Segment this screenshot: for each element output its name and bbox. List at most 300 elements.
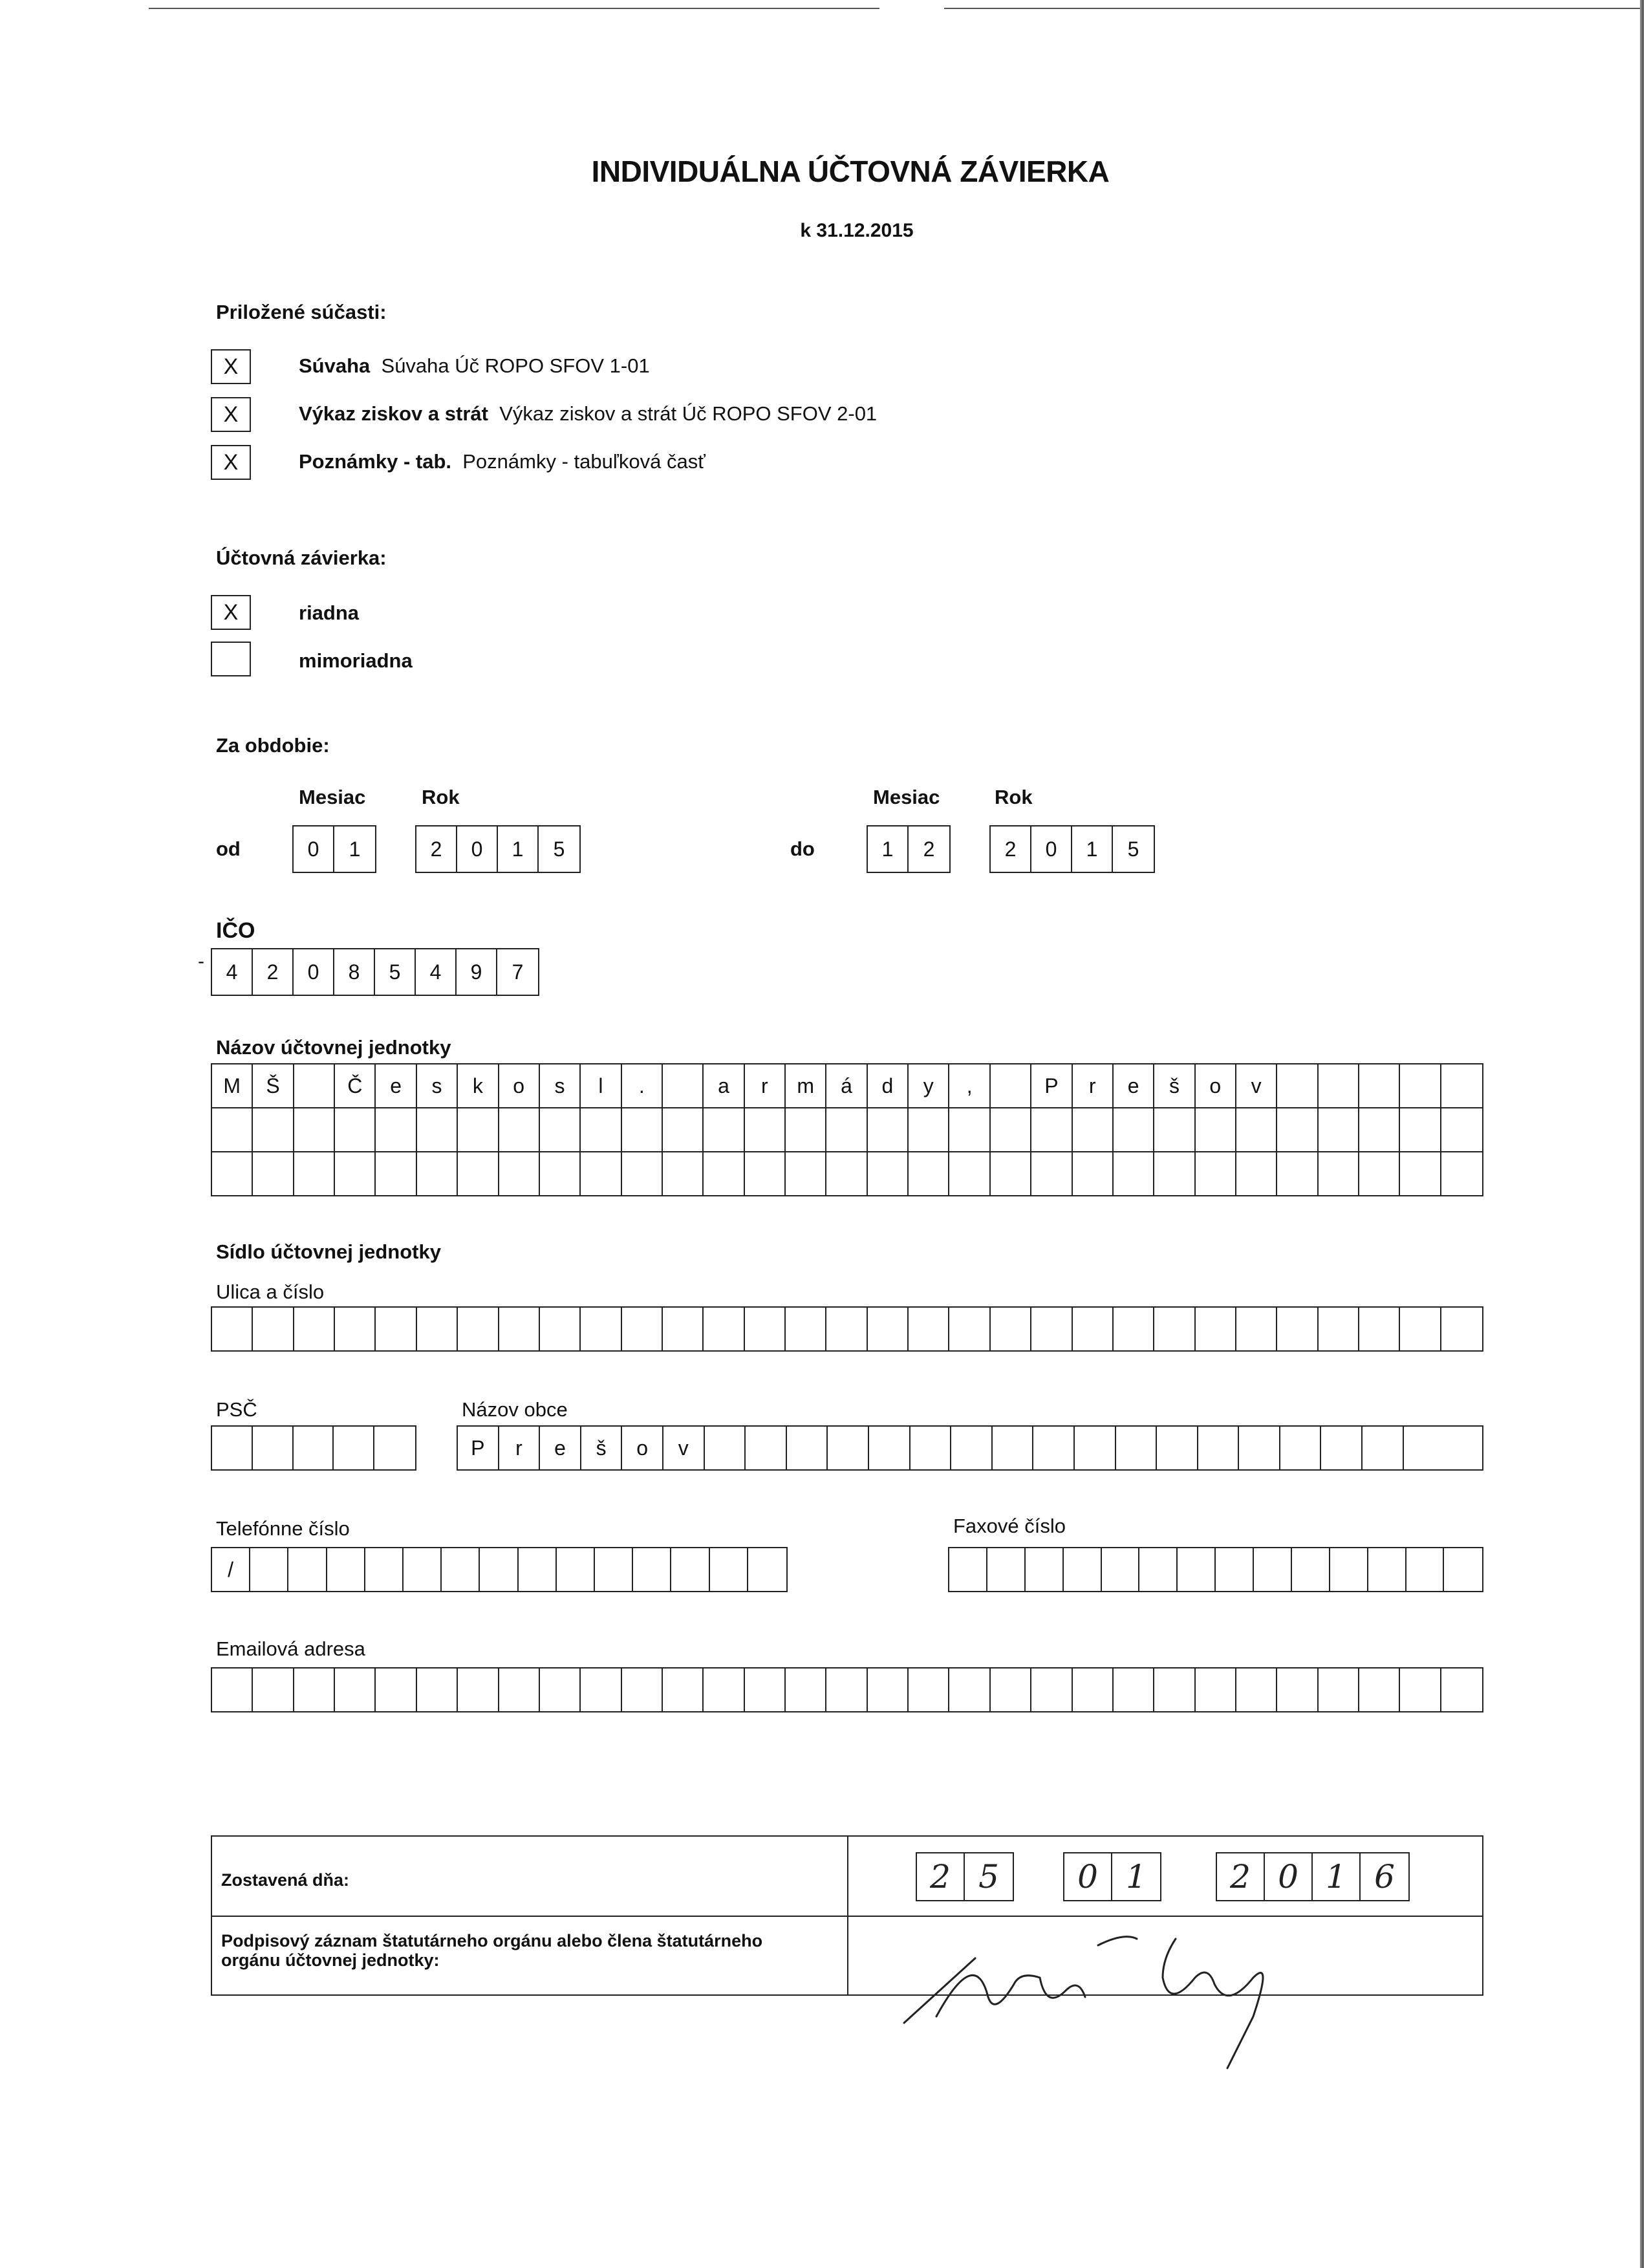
char-cell	[1236, 1152, 1277, 1195]
digit-cell: 0	[294, 826, 334, 872]
char-cell	[1239, 1427, 1280, 1469]
char-cell	[374, 1427, 415, 1469]
char-cell	[991, 1108, 1031, 1151]
grid-row	[212, 1064, 1482, 1108]
char-cell	[1075, 1427, 1116, 1469]
char-cell	[557, 1548, 595, 1591]
from-month-box[interactable]	[292, 825, 376, 873]
char-cell	[1236, 1108, 1277, 1151]
char-cell	[1073, 1669, 1114, 1711]
hand-digit: 2	[1217, 1853, 1265, 1900]
from-month-label: Mesiac	[299, 786, 366, 808]
char-cell	[1441, 1669, 1482, 1711]
char-cell	[442, 1548, 480, 1591]
hand-digit: 5	[978, 1858, 999, 1895]
char-cell	[335, 1152, 376, 1195]
char-cell	[499, 1308, 540, 1350]
char-cell	[1404, 1427, 1445, 1469]
char-cell	[1157, 1427, 1198, 1469]
char-cell: s	[540, 1064, 581, 1107]
closing-label: riadna	[299, 601, 360, 624]
char-cell	[745, 1669, 786, 1711]
char-cell: /	[212, 1548, 250, 1591]
char-cell	[826, 1308, 867, 1350]
char-cell	[334, 1427, 374, 1469]
char-cell	[826, 1108, 867, 1151]
ico-box[interactable]	[211, 948, 539, 996]
char-cell	[1073, 1108, 1114, 1151]
signature-table	[211, 1835, 1483, 1996]
closing-label: mimoriadna	[299, 649, 413, 672]
char-cell	[1441, 1152, 1482, 1195]
char-cell	[710, 1548, 748, 1591]
char-cell	[376, 1308, 416, 1350]
scan-line	[944, 8, 1643, 9]
char-cell: k	[458, 1064, 499, 1107]
char-cell	[1280, 1427, 1322, 1469]
char-cell	[1400, 1669, 1441, 1711]
char-cell	[991, 1152, 1031, 1195]
char-cell	[909, 1152, 949, 1195]
digit-cell: 9	[457, 949, 497, 995]
char-cell: v	[663, 1427, 705, 1469]
digit-cell: 7	[512, 960, 524, 984]
char-cell	[705, 1427, 746, 1469]
char-cell	[1363, 1427, 1404, 1469]
from-year-label: Rok	[422, 786, 460, 808]
char-cell	[949, 1108, 990, 1151]
digit-cell: 2	[991, 826, 1031, 872]
char-cell	[991, 1669, 1031, 1711]
address-heading: Sídlo účtovnej jednotky	[216, 1240, 441, 1263]
char-cell	[949, 1152, 990, 1195]
char-cell	[1441, 1308, 1482, 1350]
compiled-year-box[interactable]	[1216, 1852, 1410, 1901]
char-cell	[786, 1152, 826, 1195]
city-grid[interactable]	[457, 1425, 1483, 1471]
char-cell	[663, 1108, 704, 1151]
entity-name-label: Názov účtovnej jednotky	[216, 1036, 451, 1059]
char-cell: r	[745, 1064, 786, 1107]
char-cell	[949, 1669, 990, 1711]
digit-cell: 1	[498, 826, 539, 872]
char-cell	[1116, 1427, 1158, 1469]
char-cell	[288, 1548, 327, 1591]
char-cell	[1406, 1548, 1445, 1591]
char-cell	[294, 1669, 335, 1711]
compiled-day-box[interactable]	[916, 1852, 1014, 1901]
compiled-label: Zostavená dňa:	[221, 1870, 350, 1890]
char-cell	[376, 1669, 416, 1711]
char-cell	[663, 1669, 704, 1711]
char-cell	[212, 1669, 253, 1711]
char-cell	[1196, 1308, 1236, 1350]
char-cell	[786, 1669, 826, 1711]
char-cell	[949, 1548, 987, 1591]
char-cell	[480, 1548, 518, 1591]
digit-cell: 2	[253, 949, 294, 995]
char-cell	[1277, 1669, 1318, 1711]
char-cell	[327, 1548, 365, 1591]
closing-heading: Účtovná závierka:	[216, 546, 387, 569]
closing-row	[211, 595, 251, 630]
char-cell: ,	[949, 1064, 990, 1107]
char-cell	[1154, 1152, 1195, 1195]
char-cell	[704, 1669, 744, 1711]
char-cell	[499, 1108, 540, 1151]
char-cell	[458, 1308, 499, 1350]
attachment-label: Poznámky - tab.	[299, 450, 451, 473]
digit-cell: 8	[334, 949, 375, 995]
char-cell	[458, 1152, 499, 1195]
char-cell	[868, 1152, 909, 1195]
char-cell	[1196, 1152, 1236, 1195]
email-label: Emailová adresa	[216, 1637, 365, 1660]
char-cell	[581, 1108, 621, 1151]
to-month-label: Mesiac	[873, 786, 940, 808]
digit-cell: 0	[294, 949, 334, 995]
char-cell: a	[704, 1064, 744, 1107]
digit-cell: 5	[553, 837, 565, 861]
phone-grid[interactable]	[211, 1547, 788, 1592]
char-cell	[519, 1548, 557, 1591]
char-cell	[1114, 1308, 1154, 1350]
attachment-label: Súvaha	[299, 354, 371, 377]
from-year-box[interactable]	[415, 825, 581, 873]
char-cell	[540, 1308, 581, 1350]
char-cell	[250, 1548, 288, 1591]
from-label: od	[216, 837, 241, 860]
psc-label: PSČ	[216, 1398, 257, 1421]
char-cell	[1198, 1427, 1240, 1469]
grid-row	[212, 1152, 1482, 1195]
char-cell	[417, 1669, 458, 1711]
hand-digit: 6	[1374, 1858, 1395, 1895]
char-cell	[212, 1152, 253, 1195]
char-cell	[1444, 1548, 1482, 1591]
char-cell: š	[581, 1427, 623, 1469]
char-cell	[1114, 1108, 1154, 1151]
char-cell: .	[622, 1064, 663, 1107]
to-month-box[interactable]	[867, 825, 951, 873]
char-cell	[335, 1108, 376, 1151]
char-cell	[1154, 1669, 1195, 1711]
char-cell	[417, 1308, 458, 1350]
char-cell: r	[1073, 1064, 1114, 1107]
digit-cell: 5	[1127, 837, 1139, 861]
char-cell	[1359, 1308, 1400, 1350]
char-cell	[869, 1427, 911, 1469]
char-cell	[704, 1152, 744, 1195]
char-cell	[1139, 1548, 1178, 1591]
checkbox-mimoriadna[interactable]	[211, 642, 251, 676]
digit-cell: 1	[868, 826, 909, 872]
char-cell	[540, 1152, 581, 1195]
attachment-text	[299, 354, 650, 378]
char-cell	[1441, 1064, 1482, 1107]
char-cell	[294, 1108, 335, 1151]
char-cell: e	[1114, 1064, 1154, 1107]
digit-cell: 2	[923, 837, 935, 861]
char-cell	[622, 1108, 663, 1151]
char-cell	[911, 1427, 952, 1469]
char-cell	[1400, 1108, 1441, 1151]
char-cell	[581, 1669, 621, 1711]
char-cell	[253, 1108, 294, 1151]
sign-label: Podpisový záznam štatutárneho orgánu alebo člena štatutárneho orgánu účtovnej jednotky:	[221, 1931, 763, 1970]
char-cell	[1319, 1308, 1359, 1350]
char-cell	[663, 1152, 704, 1195]
char-cell	[1031, 1152, 1072, 1195]
char-cell	[1400, 1064, 1441, 1107]
char-cell	[786, 1108, 826, 1151]
char-cell	[1102, 1548, 1140, 1591]
char-cell: Č	[335, 1064, 376, 1107]
char-cell	[987, 1548, 1026, 1591]
char-cell: P	[1031, 1064, 1072, 1107]
char-cell	[212, 1108, 253, 1151]
digit-cell: 1	[1072, 826, 1113, 872]
char-cell	[365, 1548, 404, 1591]
hand-digit: 1	[1126, 1858, 1147, 1895]
table-divider	[847, 1837, 848, 1994]
char-cell	[294, 1427, 334, 1469]
char-cell	[745, 1308, 786, 1350]
fax-grid[interactable]	[948, 1547, 1483, 1592]
digit-cell: 0	[1031, 826, 1072, 872]
char-cell	[787, 1427, 828, 1469]
char-cell	[499, 1669, 540, 1711]
char-cell: e	[540, 1427, 581, 1469]
char-cell	[1033, 1427, 1075, 1469]
handwritten-signature	[891, 1919, 1473, 2075]
scan-edge	[1640, 0, 1644, 2268]
char-cell: e	[376, 1064, 416, 1107]
date-line: k 31.12.2015	[800, 220, 914, 241]
char-cell: o	[1196, 1064, 1236, 1107]
entity-name-grid[interactable]	[211, 1063, 1483, 1196]
checkbox-vykaz[interactable]: X	[211, 397, 251, 432]
attachment-label: Výkaz ziskov a strát	[299, 402, 488, 425]
char-cell	[1359, 1152, 1400, 1195]
char-cell	[1277, 1308, 1318, 1350]
char-cell	[1319, 1064, 1359, 1107]
email-grid[interactable]	[211, 1667, 1483, 1712]
char-cell	[1368, 1548, 1406, 1591]
char-cell	[868, 1669, 909, 1711]
char-cell	[1277, 1064, 1318, 1107]
char-cell	[1031, 1669, 1072, 1711]
compiled-month-box[interactable]	[1063, 1852, 1161, 1901]
char-cell: s	[417, 1064, 458, 1107]
attachment-row	[211, 397, 251, 432]
char-cell: o	[622, 1427, 663, 1469]
char-cell	[1441, 1108, 1482, 1151]
scan-line	[149, 8, 524, 9]
street-label: Ulica a číslo	[216, 1280, 325, 1303]
to-year-label: Rok	[995, 786, 1033, 808]
char-cell	[404, 1548, 442, 1591]
char-cell	[622, 1152, 663, 1195]
attachment-desc: Výkaz ziskov a strát Úč ROPO SFOV 2-01	[499, 402, 878, 425]
char-cell	[458, 1108, 499, 1151]
attachment-desc: Súvaha Úč ROPO SFOV 1-01	[381, 354, 650, 377]
checkbox-riadna[interactable]: X	[211, 595, 251, 630]
char-cell	[253, 1669, 294, 1711]
char-cell: M	[212, 1064, 253, 1107]
char-cell	[786, 1308, 826, 1350]
char-cell	[991, 1064, 1031, 1107]
char-cell: y	[909, 1064, 949, 1107]
char-cell	[212, 1308, 253, 1350]
checkbox-poznamky[interactable]: X	[211, 445, 251, 480]
char-cell	[595, 1548, 633, 1591]
char-cell: á	[826, 1064, 867, 1107]
page-title: INDIVIDUÁLNA ÚČTOVNÁ ZÁVIERKA	[591, 155, 1110, 188]
char-cell	[745, 1152, 786, 1195]
char-cell: Š	[253, 1064, 294, 1107]
char-cell	[1236, 1669, 1277, 1711]
char-cell: o	[499, 1064, 540, 1107]
char-cell	[540, 1108, 581, 1151]
char-cell	[1254, 1548, 1292, 1591]
digit-cell: 4	[416, 949, 457, 995]
attachment-text	[299, 402, 877, 426]
char-cell	[993, 1427, 1034, 1469]
char-cell	[1321, 1427, 1363, 1469]
char-cell	[826, 1669, 867, 1711]
grid-row	[212, 1108, 1482, 1152]
char-cell	[1154, 1308, 1195, 1350]
char-cell	[1178, 1548, 1216, 1591]
char-cell	[1292, 1548, 1330, 1591]
char-cell	[1154, 1108, 1195, 1151]
char-cell	[868, 1308, 909, 1350]
hand-digit: 1	[1313, 1853, 1361, 1900]
psc-grid[interactable]	[211, 1425, 416, 1471]
char-cell: P	[458, 1427, 499, 1469]
char-cell	[212, 1427, 253, 1469]
char-cell	[1236, 1308, 1277, 1350]
char-cell	[1330, 1548, 1368, 1591]
ico-label: IČO	[216, 918, 255, 943]
char-cell	[1196, 1108, 1236, 1151]
char-cell	[868, 1108, 909, 1151]
char-cell	[828, 1427, 869, 1469]
to-year-box[interactable]	[989, 825, 1155, 873]
char-cell	[1114, 1669, 1154, 1711]
char-cell	[991, 1308, 1031, 1350]
char-cell: m	[786, 1064, 826, 1107]
char-cell	[1073, 1152, 1114, 1195]
char-cell	[909, 1108, 949, 1151]
char-cell	[745, 1108, 786, 1151]
char-cell	[499, 1152, 540, 1195]
char-cell	[1400, 1308, 1441, 1350]
char-cell	[1319, 1669, 1359, 1711]
char-cell	[633, 1548, 671, 1591]
attachment-desc: Poznámky - tabuľková časť	[462, 450, 706, 473]
char-cell	[1277, 1108, 1318, 1151]
char-cell	[826, 1152, 867, 1195]
char-cell	[1026, 1548, 1064, 1591]
char-cell	[1319, 1152, 1359, 1195]
char-cell	[253, 1152, 294, 1195]
char-cell	[581, 1308, 621, 1350]
char-cell	[1359, 1064, 1400, 1107]
char-cell	[376, 1152, 416, 1195]
char-cell	[748, 1548, 786, 1591]
char-cell	[417, 1108, 458, 1151]
char-cell	[671, 1548, 709, 1591]
char-cell	[1064, 1548, 1102, 1591]
digit-cell: 4	[212, 949, 253, 995]
char-cell: š	[1154, 1064, 1195, 1107]
char-cell	[1196, 1669, 1236, 1711]
char-cell	[1114, 1152, 1154, 1195]
char-cell	[1031, 1108, 1072, 1151]
char-cell	[335, 1308, 376, 1350]
char-cell	[746, 1427, 787, 1469]
char-cell	[909, 1669, 949, 1711]
char-cell	[1073, 1308, 1114, 1350]
hand-digit: 0	[1265, 1853, 1313, 1900]
char-cell	[1277, 1152, 1318, 1195]
digit-cell: 0	[457, 826, 498, 872]
attachment-row	[211, 445, 251, 480]
char-cell	[622, 1669, 663, 1711]
char-cell	[335, 1669, 376, 1711]
digit-cell: 5	[375, 949, 416, 995]
ico-dash: -	[198, 951, 204, 972]
char-cell	[1216, 1548, 1254, 1591]
fax-label: Faxové číslo	[953, 1515, 1066, 1537]
char-cell	[253, 1308, 294, 1350]
street-grid[interactable]	[211, 1306, 1483, 1352]
char-cell	[294, 1064, 335, 1107]
char-cell	[663, 1064, 704, 1107]
checkbox-suvaha[interactable]: X	[211, 349, 251, 384]
char-cell: r	[499, 1427, 541, 1469]
char-cell: d	[868, 1064, 909, 1107]
char-cell	[704, 1108, 744, 1151]
hand-digit: 2	[917, 1853, 965, 1900]
char-cell	[458, 1669, 499, 1711]
phone-label: Telefónne číslo	[216, 1517, 350, 1540]
digit-cell: 2	[416, 826, 457, 872]
char-cell	[253, 1427, 294, 1469]
char-cell: v	[1236, 1064, 1277, 1107]
scan-line	[491, 8, 879, 9]
char-cell	[622, 1308, 663, 1350]
char-cell	[294, 1308, 335, 1350]
char-cell	[1400, 1152, 1441, 1195]
char-cell	[1031, 1308, 1072, 1350]
digit-cell: 1	[349, 837, 361, 861]
char-cell	[909, 1308, 949, 1350]
char-cell	[581, 1152, 621, 1195]
city-label: Názov obce	[462, 1398, 568, 1421]
attachment-text	[299, 450, 706, 473]
closing-row	[211, 642, 251, 676]
to-label: do	[790, 837, 815, 860]
char-cell	[949, 1308, 990, 1350]
char-cell	[951, 1427, 993, 1469]
char-cell	[1319, 1108, 1359, 1151]
char-cell	[376, 1108, 416, 1151]
attachment-row	[211, 349, 251, 384]
char-cell	[704, 1308, 744, 1350]
